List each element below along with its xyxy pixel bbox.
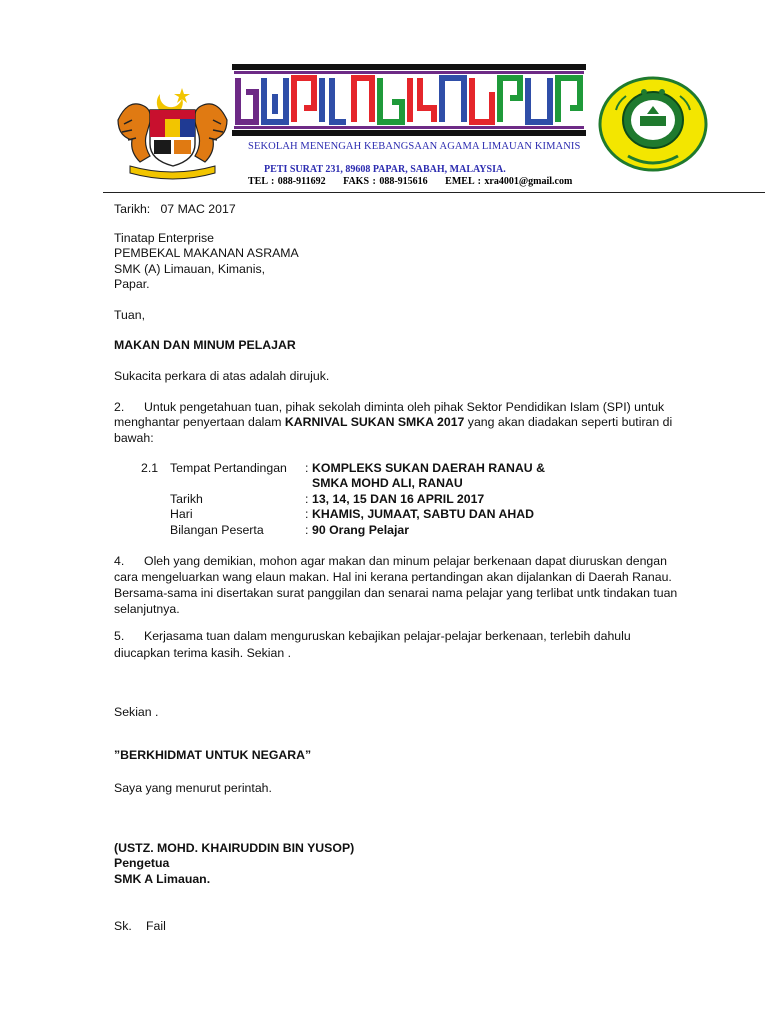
email-address: EMEL : xra4001@gmail.com [445, 176, 573, 187]
detail-colon: : [305, 507, 309, 521]
cc-value: Fail [146, 919, 166, 933]
intro-paragraph: Sukacita perkara di atas adalah dirujuk. [114, 369, 330, 383]
motto: ”BERKHIDMAT UNTUK NEGARA” [114, 748, 312, 762]
paragraph-5-line-1: Kerjasama tuan dalam menguruskan kebajikan pelajar-pelajar berkenaan, terlebih dahulu [144, 629, 631, 643]
paragraph-5-line-2: diucapkan terima kasih. Sekian . [114, 646, 292, 660]
detail-value-venue-2: SMKA MOHD ALI, RANAU [312, 476, 463, 490]
recipient-line-3: SMK (A) Limauan, Kimanis, [114, 262, 266, 276]
recipient-line-4: Papar. [114, 277, 150, 291]
detail-value-participants: 90 Orang Pelajar [312, 523, 410, 537]
header-divider [103, 192, 765, 193]
paragraph-4-line-1: Oleh yang demikian, mohon agar makan dan minum pelajar berkenaan dapat diuruskan dengan [144, 554, 667, 568]
paragraph-2-number: 2. [114, 400, 125, 414]
salutation: Tuan, [114, 308, 145, 322]
letter-subject: MAKAN DAN MINUM PELAJAR [114, 338, 296, 352]
detail-value-day: KHAMIS, JUMAAT, SABTU DAN AHAD [312, 507, 535, 521]
paragraph-5-number: 5. [114, 629, 125, 643]
telephone-number: TEL : 088-911692 [248, 176, 326, 187]
paragraph-4-line-3: Bersama-sama ini disertakan surat panggilan dan senarai nama pelajar yang terlibat untk tindakan tuan [114, 586, 678, 600]
event-name: KARNIVAL SUKAN SMKA 2017 [284, 415, 465, 429]
detail-label-participants: Bilangan Peserta [170, 523, 264, 537]
paragraph-2-text-cont: yang akan diadakan seperti butiran di [464, 415, 673, 429]
paragraph-4-line-2: cara mengeluarkan wang elaun makan. Hal ini kerana pertandingan akan dijalankan di Daerah Ranau. [114, 570, 672, 584]
recipient-line-2: PEMBEKAL MAKANAN ASRAMA [114, 246, 299, 260]
signatory-name: (USTZ. MOHD. KHAIRUDDIN BIN YUSOP) [114, 841, 355, 855]
detail-label-venue: Tempat Pertandingan [170, 461, 287, 475]
school-address: PETI SURAT 231, 89608 PAPAR, SABAH, MALAYSIA. [264, 164, 506, 175]
obedience-line: Saya yang menurut perintah. [114, 781, 272, 795]
fax-number: FAKS : 088-915616 [343, 176, 428, 187]
date-value: 07 MAC 2017 [160, 202, 236, 216]
paragraph-2-line-2 [114, 414, 672, 430]
date-label: Tarikh: [114, 202, 151, 216]
closing: Sekian . [114, 705, 159, 719]
detail-label-date: Tarikh [170, 492, 203, 506]
school-name: SEKOLAH MENENGAH KEBANGSAAN AGAMA LIMAUAN KIMANIS [248, 141, 581, 152]
paragraph-2-line-3: bawah: [114, 431, 154, 445]
paragraph-2-line-1: Untuk pengetahuan tuan, pihak sekolah diminta oleh pihak Sektor Pendidikan Islam (SPI) untuk [144, 400, 665, 414]
detail-colon: : [305, 523, 309, 537]
recipient-line-1: Tinatap Enterprise [114, 231, 215, 245]
detail-value-venue: KOMPLEKS SUKAN DAERAH RANAU & [312, 461, 545, 475]
paragraph-2-text: menghantar penyertaan dalam [114, 415, 285, 429]
details-number: 2.1 [141, 461, 159, 475]
detail-value-date: 13, 14, 15 DAN 16 APRIL 2017 [312, 492, 485, 506]
signatory-organisation: SMK A Limauan. [114, 872, 211, 886]
kufic-calligraphy-banner-icon [232, 64, 586, 136]
detail-label-day: Hari [170, 507, 193, 521]
detail-colon: : [305, 461, 309, 475]
signatory-title: Pengetua [114, 856, 170, 870]
detail-colon: : [305, 492, 309, 506]
contact-line [248, 176, 572, 187]
paragraph-4-number: 4. [114, 554, 125, 568]
malaysia-coat-of-arms-icon [110, 80, 235, 180]
school-logo-icon [598, 76, 708, 172]
cc-label: Sk. [114, 919, 132, 933]
letter-date [114, 201, 236, 217]
paragraph-4-line-4: selanjutnya. [114, 602, 180, 616]
